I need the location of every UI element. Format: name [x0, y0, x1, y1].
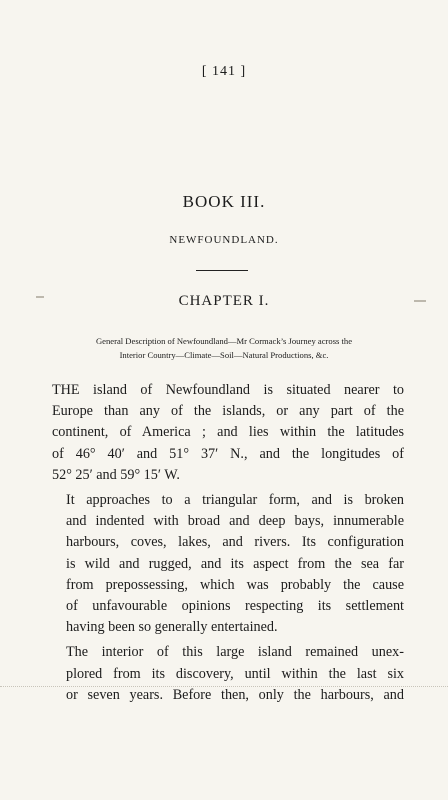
text-line: The interior of this large island remained unex-: [66, 644, 404, 661]
text-line: of unfavourable opinions respecting its settlement: [66, 598, 404, 615]
text-line: It approaches to a triangular form, and is broken: [66, 492, 404, 509]
chapter-heading: CHAPTER I.: [178, 293, 270, 309]
page-number: [ 141 ]: [201, 64, 247, 79]
text-line: THE island of Newfoundland is situated nearer to: [52, 382, 404, 398]
text-line: is wild and rugged, and its aspect from the sea far: [66, 555, 404, 572]
synopsis-line: General Description of Newfoundland—Mr Cormack’s Journey across the: [95, 336, 353, 346]
text-line: harbours, coves, lakes, and rivers. Its configuration: [66, 534, 404, 551]
text-line: having been so generally entertained.: [66, 619, 278, 636]
body-text: [52, 380, 404, 706]
text-line: or seven years. Before then, only the harbours, and: [66, 686, 404, 703]
chapter-synopsis: [22, 334, 426, 362]
book-subject: NEWFOUNDLAND.: [169, 234, 279, 246]
text-line: plored from its discovery, until within the last six: [66, 665, 404, 682]
book-title: BOOK III.: [182, 192, 266, 211]
paragraph: [52, 380, 404, 486]
synopsis-line: Interior Country—Climate—Soil—Natural Productions, &c.: [119, 350, 329, 360]
text-line: from prepossessing, which was probably the cause: [66, 576, 404, 593]
text-line: and indented with broad and deep bays, innumerable: [66, 513, 404, 530]
paragraph: [52, 642, 404, 706]
title-divider: [196, 270, 248, 271]
margin-speck: [36, 296, 44, 298]
text-line: 52° 25′ and 59° 15′ W.: [52, 466, 180, 483]
margin-speck: [414, 300, 426, 302]
text-line: Europe than any of the islands, or any part of the: [52, 403, 404, 420]
text-line: of 46° 40′ and 51° 37′ N., and the longitudes of: [52, 445, 404, 462]
paragraph: [52, 490, 404, 638]
scan-edge-line: [0, 686, 448, 687]
text-line: continent, of America ; and lies within the latitudes: [52, 424, 404, 441]
